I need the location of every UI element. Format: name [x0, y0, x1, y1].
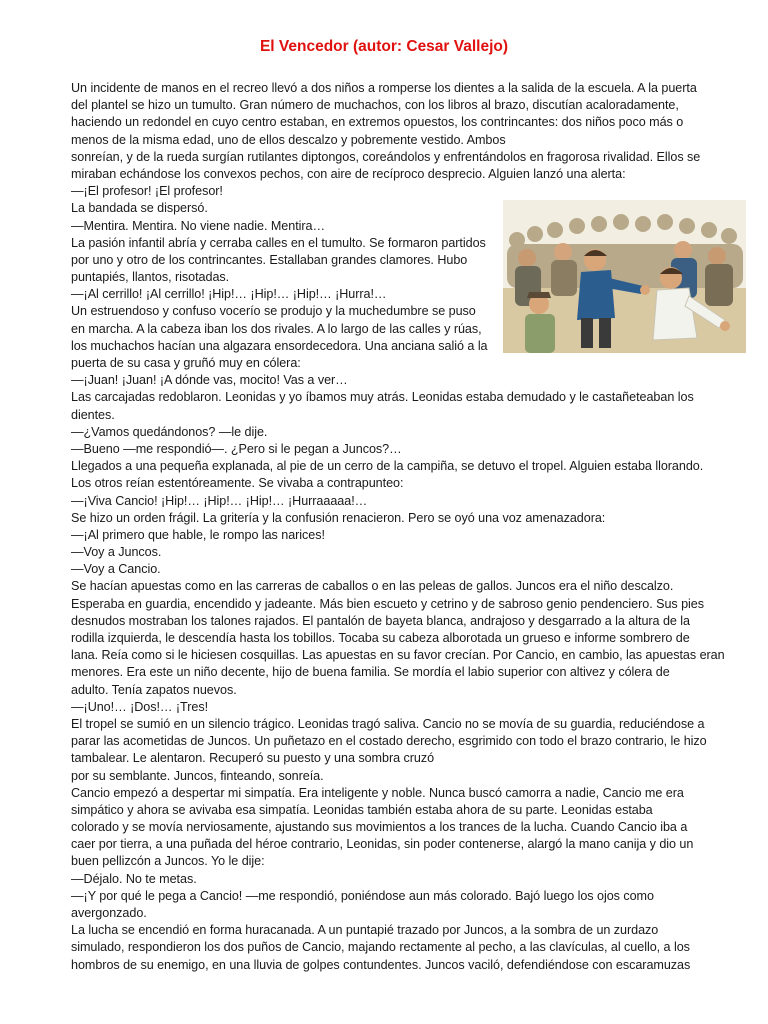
text-line: buen pellizcón a Juncos. Yo le dije:: [71, 854, 265, 869]
text-line: —¡Al primero que hable, le rompo las narices!: [71, 527, 325, 542]
text-line: Cancio empezó a despertar mi simpatía. Era inteligente y noble. Nunca buscó camorra a nadie, Cancio me era: [71, 785, 684, 800]
text-line: simulado, respondieron los dos puños de Cancio, majando rectamente al pecho, a las clavículas, al cuello, a los: [71, 940, 690, 955]
text-line: —¿Vamos quedándonos? —le dije.: [71, 424, 268, 439]
text-line: dientes.: [71, 407, 115, 422]
text-line: puerta de su casa y gruñó muy en cólera:: [71, 356, 301, 370]
text-line: —¡Y por qué le pega a Cancio! —me respondió, poniéndose aun más colorado. Bajó luego los ojos como: [71, 888, 654, 903]
document-title: El Vencedor (autor: Cesar Vallejo): [259, 38, 509, 55]
text-line: —Voy a Juncos.: [71, 545, 162, 560]
text-line: —Déjalo. No te metas.: [71, 871, 197, 886]
text-line: —Bueno —me respondió—. ¿Pero si le pegan a Juncos?…: [71, 441, 402, 456]
text-line: Se hacían apuestas como en las carreras de caballos o en las peleas de gallos. Juncos era el niño descalzo.: [71, 579, 674, 594]
text-line: lana. Reía como si le hiciesen cosquillas. Las apuestas en su favor crecían. Por Cancio, en cambio, las apuestas eran: [71, 648, 725, 663]
text-line: parar las acometidas de Juncos. Un puñetazo en el costado derecho, esgrimido con todo el brazo contrario, le hizo: [71, 734, 707, 749]
text-line: del plantel se hizo un tumulto. Gran número de muchachos, con los libros al brazo, discutían acaloradamente,: [71, 98, 679, 113]
text-line: Un estruendoso y confuso vocerío se produjo y la muchedumbre se puso: [71, 304, 476, 319]
crowd-fight-illustration: [503, 200, 746, 353]
text-line: menos de la misma edad, uno de ellos descalzo y pobremente vestido. Ambos: [71, 132, 506, 147]
text-line: desnudos mostraban los talones rajados. El pantalón de bayeta blanca, andrajoso y desgarrado a la altura de la: [71, 613, 691, 628]
text-line: —¡Viva Cancio! ¡Hip!… ¡Hip!… ¡Hip!… ¡Hurraaaaa!…: [71, 493, 368, 508]
text-line: hombros de su enemigo, en una lluvia de golpes contundentes. Juncos vaciló, defendiéndose con escaramuzas: [71, 957, 691, 972]
story-illustration: [503, 200, 746, 353]
text-line: —¡El profesor! ¡El profesor!: [71, 184, 223, 199]
text-line: haciendo un redondel en cuyo centro estaban, en extremos opuestos, los contrincantes: dos niños poco más o: [71, 115, 684, 130]
text-line: tambalear. Le alentaron. Recuperó su puesto y una sombra cruzó: [71, 751, 435, 766]
text-line: Un incidente de manos en el recreo llevó a dos niños a romperse los dientes a la salida de la escuela. A la puerta: [71, 81, 697, 95]
text-line: sonreían, y de la rueda surgían rutilantes diptongos, coreándolos y enfrentándolos en fragorosa rivalidad. Ellos se: [71, 149, 701, 164]
text-line: avergonzado.: [71, 906, 147, 920]
text-line: Los otros reían estentóreamente. Se vivaba a contrapunteo:: [71, 476, 404, 491]
text-line: —Voy a Cancio.: [71, 562, 161, 577]
text-line: rodilla izquierda, le descendía hasta los tobillos. Tocaba su cabeza alborotada un grueso e informe sombrero de: [71, 631, 690, 645]
text-line: La lucha se encendió en forma huracanada. A un puntapié trazado por Juncos, a la sombra de un zurdazo: [71, 923, 659, 938]
text-line: en marcha. A la cabeza iban los dos rivales. A lo largo de las calles y rúas,: [71, 321, 482, 336]
text-line: por su semblante. Juncos, finteando, sonreía.: [71, 768, 324, 783]
text-line: —¡Uno!… ¡Dos!… ¡Tres!: [71, 699, 209, 714]
text-line: Llegados a una pequeña explanada, al pie de un cerro de la campiña, se detuvo el tropel. Alguien estaba llorando.: [71, 459, 704, 474]
text-line: —¡Juan! ¡Juan! ¡A dónde vas, mocito! Vas a ver…: [71, 373, 348, 388]
text-line: por uno y otro de los contrincantes. Estallaban grandes clamores. Hubo: [71, 252, 468, 267]
text-line: colorado y se movía nerviosamente, ajustando sus movimientos a los trances de la lucha. Cuando Cancio iba a: [71, 820, 688, 835]
text-line: Las carcajadas redoblaron. Leonidas y yo íbamos muy atrás. Leonidas estaba demudado y le castañeteaban los: [71, 390, 694, 405]
text-line: simpático y ahora se avivaba esa simpatía. Leonidas también estaba ahora de su parte. Leonidas estaba: [71, 802, 653, 817]
text-line: adulto. Tenía zapatos nuevos.: [71, 682, 237, 697]
text-line: Se hizo un orden frágil. La gritería y la confusión renacieron. Pero se oyó una voz amenazadora:: [71, 510, 606, 525]
text-line: caer por tierra, a una puñada del héroe contrario, Leonidas, sin poder contenerse, alargó la mano canija y dio un: [71, 837, 694, 852]
text-line: Esperaba en guardia, encendido y jadeante. Más bien escueto y cetrino y de sabroso genio pendenciero. Sus pies: [71, 596, 705, 611]
text-line: miraban echándose los convexos pechos, con aire de recíproco desprecio. Alguien lanzó una alerta:: [71, 166, 626, 181]
text-line: puntapiés, llantos, risotadas.: [71, 270, 230, 285]
text-line: los muchachos hacían una algazara ensordecedora. Una anciana salió a la: [71, 338, 488, 353]
text-line: —¡Al cerrillo! ¡Al cerrillo! ¡Hip!… ¡Hip!… ¡Hip!… ¡Hurra!…: [71, 287, 387, 302]
text-line: La bandada se dispersó.: [71, 201, 208, 216]
text-line: La pasión infantil abría y cerraba calles en el tumulto. Se formaron partidos: [71, 235, 486, 250]
text-line: menores. Era este un niño decente, hijo de buena familia. Se mordía el labio superior con altivez y cólera de: [71, 665, 670, 680]
text-line: —Mentira. Mentira. No viene nadie. Mentira…: [71, 218, 326, 233]
text-line: El tropel se sumió en un silencio trágico. Leonidas tragó saliva. Cancio no se movía de su guardia, reduciéndose a: [71, 716, 705, 731]
